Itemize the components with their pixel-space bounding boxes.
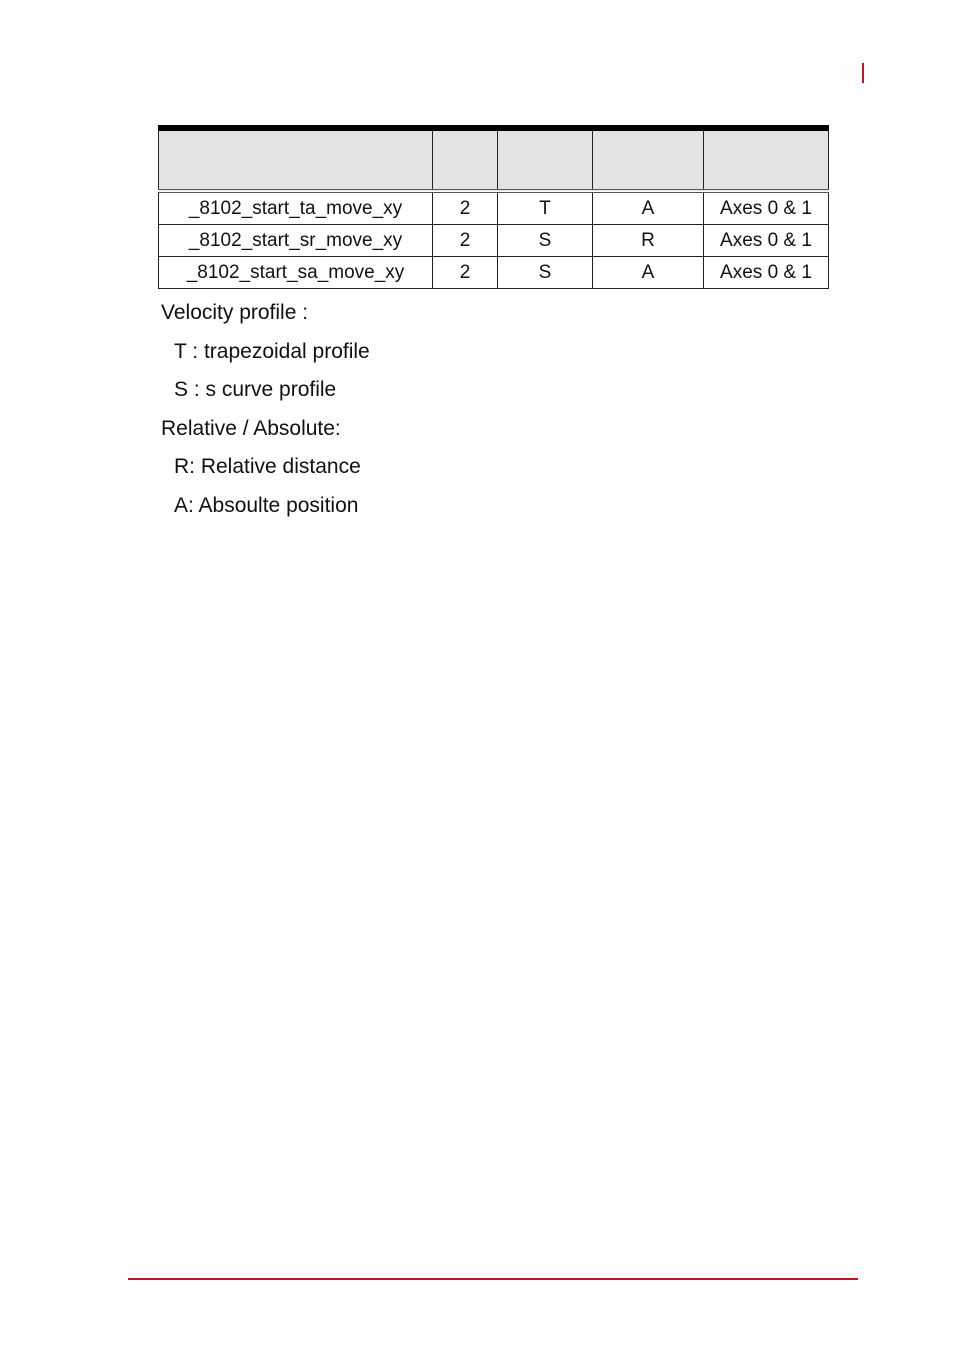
axes-count-cell: 2 [433,225,498,257]
header-cell [159,128,433,191]
function-name-cell: _8102_start_sa_move_xy [159,257,433,289]
velocity-s-note: S : s curve profile [174,378,337,401]
header-cell [433,128,498,191]
velocity-profile-cell: S [498,257,593,289]
header-cell [704,128,829,191]
velocity-profile-cell: S [498,225,593,257]
relative-absolute-cell: R [593,225,704,257]
table-row [159,225,829,257]
velocity-profile-cell: T [498,191,593,225]
axes-cell: Axes 0 & 1 [704,191,829,225]
axes-cell: Axes 0 & 1 [704,257,829,289]
header-cell [498,128,593,191]
velocity-t-note: T : trapezoidal profile [174,339,370,363]
legend-notes [161,294,370,525]
relative-note: R: Relative distance [174,455,361,478]
axes-count-cell: 2 [433,191,498,225]
page-corner-marker [862,63,864,83]
absolute-note: A: Absoulte position [174,493,359,517]
header-cell [593,128,704,191]
relative-absolute-cell: A [593,257,704,289]
table-row [159,191,829,225]
velocity-profile-heading: Velocity profile : [161,301,309,324]
relative-absolute-heading: Relative / Absolute: [161,416,341,440]
table-header-row [159,128,829,191]
function-table [158,125,829,289]
table-row [159,257,829,289]
relative-absolute-cell: A [593,191,704,225]
footer-rule [128,1278,858,1280]
axes-cell: Axes 0 & 1 [704,225,829,257]
axes-count-cell: 2 [433,257,498,289]
function-name-cell: _8102_start_sr_move_xy [159,225,433,257]
function-name-cell: _8102_start_ta_move_xy [159,191,433,225]
